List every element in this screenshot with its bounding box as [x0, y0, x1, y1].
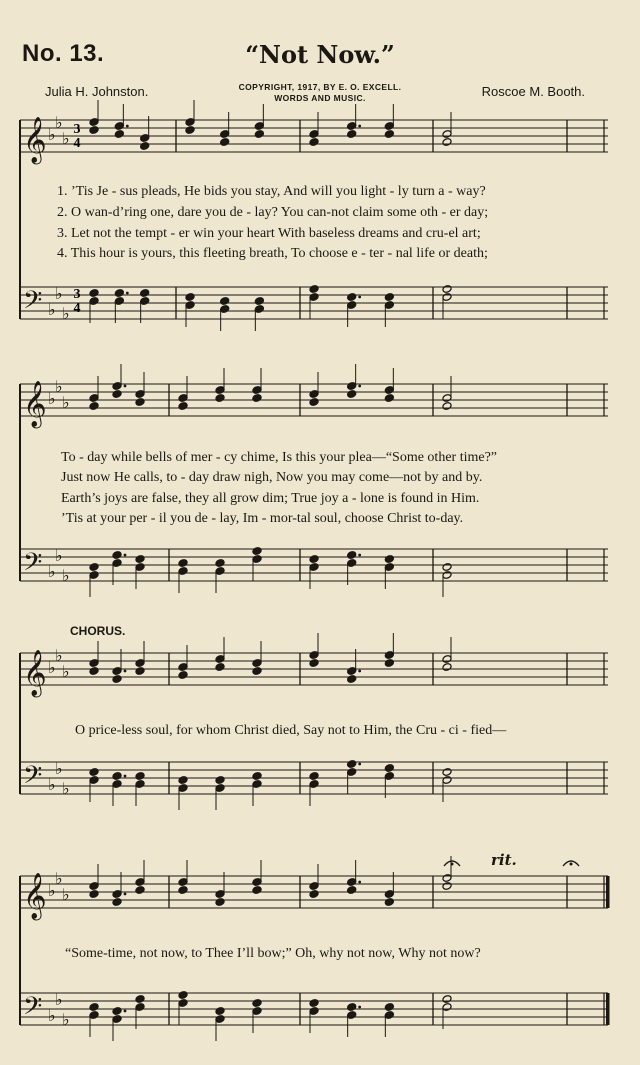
flat-icon: ♭: [62, 566, 70, 585]
note-head: [215, 559, 225, 568]
note-head: [89, 768, 99, 777]
flat-icon: ♭: [48, 300, 56, 319]
flat-icon: ♭: [55, 546, 63, 565]
note-head: [112, 675, 122, 684]
final-barline: [606, 993, 610, 1025]
note-head: [114, 130, 124, 139]
flat-icon: ♭: [55, 990, 63, 1009]
note-head: [384, 1003, 394, 1012]
note-head: [442, 663, 452, 672]
copyright-line-1: COPYRIGHT, 1917, BY E. O. EXCELL.: [238, 82, 402, 92]
note-head: [89, 289, 99, 298]
note-head: [89, 1003, 99, 1012]
note-head: [347, 130, 357, 139]
note-head: [442, 768, 452, 777]
note-head: [185, 293, 195, 302]
flat-icon: ♭: [62, 662, 70, 681]
flat-icon: ♭: [55, 646, 63, 665]
note-head: [384, 898, 394, 907]
flat-icon: ♭: [55, 377, 63, 396]
note-head: [135, 398, 145, 407]
copyright-line-2: WORDS AND MUSIC.: [274, 93, 366, 103]
treble-clef-icon: 𝄞: [23, 873, 47, 919]
note-head: [135, 886, 145, 895]
flat-icon: ♭: [55, 759, 63, 778]
note-head: [442, 563, 452, 572]
note-head: [254, 297, 264, 306]
note-head: [309, 890, 319, 899]
flat-icon: ♭: [48, 562, 56, 581]
note-head: [309, 138, 319, 147]
note-dot: [124, 385, 127, 388]
note-head: [442, 882, 452, 891]
note-head: [252, 547, 262, 556]
note-head: [384, 764, 394, 773]
verse-3-line-2: Earth’s joys are false, they all grow dim; True joy a - lone is found in Him.: [61, 491, 480, 506]
time-signature-top: 3: [73, 122, 81, 137]
flat-icon: ♭: [62, 885, 70, 904]
note-head: [112, 772, 122, 781]
note-dot: [124, 1010, 127, 1013]
treble-clef-icon: 𝄞: [23, 650, 47, 696]
note-head: [442, 285, 452, 294]
note-dot: [358, 296, 361, 299]
lyricist: Julia H. Johnston.: [45, 84, 149, 99]
note-head: [89, 126, 99, 135]
flat-icon: ♭: [48, 775, 56, 794]
bass-clef-icon: 𝄢: [23, 761, 43, 796]
note-head: [220, 138, 230, 147]
note-head: [309, 398, 319, 407]
note-head: [112, 898, 122, 907]
note-head: [215, 663, 225, 672]
verse-1-line-2: To - day while bells of mer - cy chime, Is this your plea—“Some other time?”: [61, 450, 498, 465]
note-head: [140, 142, 150, 151]
note-dot: [124, 893, 127, 896]
flat-icon: ♭: [48, 389, 56, 408]
note-head: [309, 659, 319, 668]
ritardando-mark: rit.: [491, 851, 517, 869]
note-dot: [124, 670, 127, 673]
bass-clef-icon: 𝄢: [23, 286, 43, 321]
note-head: [309, 772, 319, 781]
note-head: [442, 402, 452, 411]
note-dot: [124, 554, 127, 557]
note-head: [178, 776, 188, 785]
bass-time-signature-top: 3: [73, 287, 81, 302]
note-head: [135, 772, 145, 781]
note-dot: [358, 670, 361, 673]
flat-icon: ♭: [62, 1010, 70, 1029]
bass-time-signature-bottom: 4: [73, 301, 81, 316]
note-head: [254, 130, 264, 139]
note-head: [347, 1003, 357, 1012]
treble-clef-icon: 𝄞: [23, 381, 47, 427]
composer: Roscoe M. Booth.: [481, 84, 585, 99]
note-head: [114, 289, 124, 298]
note-head: [309, 285, 319, 294]
note-head: [252, 886, 262, 895]
flat-icon: ♭: [55, 869, 63, 888]
note-head: [384, 659, 394, 668]
note-head: [178, 402, 188, 411]
note-head: [89, 667, 99, 676]
note-head: [112, 390, 122, 399]
bass-clef-icon: 𝄢: [23, 992, 43, 1027]
note-head: [112, 1007, 122, 1016]
flat-icon: ♭: [62, 129, 70, 148]
note-head: [140, 289, 150, 298]
note-dot: [358, 1006, 361, 1009]
note-head: [178, 559, 188, 568]
note-head: [442, 995, 452, 1004]
fermata-dot: [570, 863, 573, 866]
note-head: [135, 995, 145, 1004]
note-head: [384, 130, 394, 139]
note-head: [178, 991, 188, 1000]
note-head: [178, 886, 188, 895]
verse-2-line-1: 2. O wan-d’ring one, dare you de - lay? You can-not claim some oth - er day;: [57, 205, 489, 220]
note-head: [384, 394, 394, 403]
chorus-label: CHORUS.: [70, 624, 126, 638]
note-dot: [358, 554, 361, 557]
note-dot: [126, 292, 129, 295]
note-head: [252, 772, 262, 781]
note-head: [347, 551, 357, 560]
note-head: [215, 1007, 225, 1016]
note-head: [252, 999, 262, 1008]
note-head: [178, 671, 188, 680]
verse-1-line-1: 1. ’Tis Je - sus pleads, He bids you stay, And will you light - ly turn a - way?: [57, 184, 486, 199]
note-dot: [126, 125, 129, 128]
note-dot: [124, 775, 127, 778]
verse-2-line-2: Just now He calls, to - day draw nigh, Now you may come—not by and by.: [61, 470, 483, 485]
note-dot: [358, 881, 361, 884]
note-head: [252, 667, 262, 676]
note-dot: [358, 125, 361, 128]
treble-clef-icon: 𝄞: [23, 117, 47, 163]
note-head: [89, 402, 99, 411]
hymn-number: No. 13.: [22, 40, 105, 67]
note-dot: [358, 763, 361, 766]
flat-icon: ♭: [48, 125, 56, 144]
verse-4-line-1: 4. This hour is yours, this fleeting breath, To choose e - ter - nal life or death;: [57, 246, 488, 261]
note-head: [135, 555, 145, 564]
note-head: [347, 760, 357, 769]
note-head: [112, 551, 122, 560]
note-head: [309, 555, 319, 564]
flat-icon: ♭: [62, 393, 70, 412]
note-head: [215, 898, 225, 907]
note-head: [252, 394, 262, 403]
note-head: [384, 555, 394, 564]
note-head: [185, 126, 195, 135]
hymn-title: “Not Now.”: [245, 40, 395, 69]
note-head: [215, 776, 225, 785]
flat-icon: ♭: [55, 284, 63, 303]
flat-icon: ♭: [62, 304, 70, 323]
chorus-lyric-line-1: O price-less soul, for whom Christ died, Say not to Him, the Cru - ci - fied—: [75, 723, 507, 738]
flat-icon: ♭: [55, 113, 63, 132]
chorus-lyric-line-2: “Some-time, not now, to Thee I’ll bow;” Oh, why not now, Why not now?: [65, 946, 481, 961]
flat-icon: ♭: [48, 658, 56, 677]
note-head: [442, 138, 452, 147]
note-head: [347, 675, 357, 684]
time-signature-bottom: 4: [73, 136, 81, 151]
note-head: [309, 999, 319, 1008]
note-head: [347, 293, 357, 302]
note-head: [384, 293, 394, 302]
note-head: [347, 886, 357, 895]
final-barline: [606, 876, 610, 908]
bass-clef-icon: 𝄢: [23, 548, 43, 583]
note-head: [89, 890, 99, 899]
verse-3-line-1: 3. Let not the tempt - er win your heart With baseless dreams and cru-el art;: [57, 226, 481, 241]
verse-4-line-2: ’Tis at your per - il you de - lay, Im - mor-tal soul, choose Christ to-day.: [61, 511, 464, 526]
note-head: [215, 394, 225, 403]
flat-icon: ♭: [48, 881, 56, 900]
flat-icon: ♭: [62, 779, 70, 798]
note-head: [347, 390, 357, 399]
note-head: [89, 563, 99, 572]
flat-icon: ♭: [48, 1006, 56, 1025]
note-head: [135, 667, 145, 676]
note-head: [220, 297, 230, 306]
fermata-dot: [451, 863, 454, 866]
note-dot: [358, 385, 361, 388]
